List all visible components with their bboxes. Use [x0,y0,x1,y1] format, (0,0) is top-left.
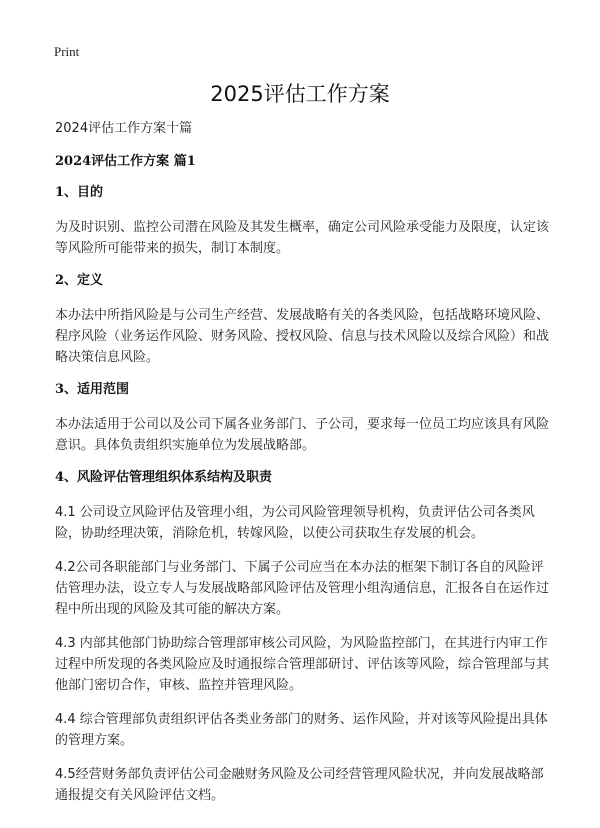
section-heading: 4、风险评估管理组织体系结构及职责 [55,470,273,485]
section-scope [55,381,555,456]
section-paragraph: 本办法中所指风险是与公司生产经营、发展战略有关的各类风险，包括战略环境风险、程序风险（业务运作风险、财务风险、授权风险、信息与技术风险以及综合风险）和战略决策信息风险。 [55,308,550,365]
section-paragraph-4-4: 4.4 综合管理部负责组织评估各类业务部门的财务、运作风险，并对该等风险提出具体的管理方案。 [55,712,548,748]
section-organization [55,469,555,806]
section-paragraph-4-2: 4.2公司各职能部门与业务部门、下属子公司应当在本办法的框架下制订各自的风险评估管理办法，设立专人与发展战略部风险评估及管理小组沟通信息，汇报各自在运作过程中所出现的风险及其可能的解决方案。 [55,560,550,617]
section-heading: 3、适用范围 [55,382,130,397]
article-title: 2024评估工作方案 篇1 [55,154,196,169]
section-definition [55,272,555,368]
page-title: 2025评估工作方案 [210,82,390,106]
section-heading: 1、目的 [55,185,104,200]
section-paragraph: 本办法适用于公司以及公司下属各业务部门、子公司，要求每一位员工均应该具有风险意识。具体负责组织实施单位为发展战略部。 [55,417,550,453]
document-subtitle: 2024评估工作方案十篇 [55,121,193,136]
section-heading: 2、定义 [55,273,104,288]
section-paragraph-4-5: 4.5经营财务部负责评估公司金融财务风险及公司经营管理风险状况，并向发展战略部通报提交有关风险评估文档。 [55,767,544,803]
print-link[interactable]: Print [54,44,80,59]
section-paragraph-4-3: 4.3 内部其他部门协助综合管理部审核公司风险，为风险监控部门，在其进行内审工作过程中所发现的各类风险应及时通报综合管理部研讨、评估该等风险，综合管理部与其他部门密切合作，审核、监控并管理风险。 [55,636,550,693]
section-paragraph: 为及时识别、监控公司潜在风险及其发生概率，确定公司风险承受能力及限度，认定该等风险所可能带来的损失，制订本制度。 [55,220,550,256]
section-purpose [55,184,555,259]
section-paragraph-4-1: 4.1 公司设立风险评估及管理小组，为公司风险管理领导机构，负责评估公司各类风险，协助经理决策，消除危机，转嫁风险，以使公司获取生存发展的机会。 [55,505,535,541]
document-content [55,120,555,819]
